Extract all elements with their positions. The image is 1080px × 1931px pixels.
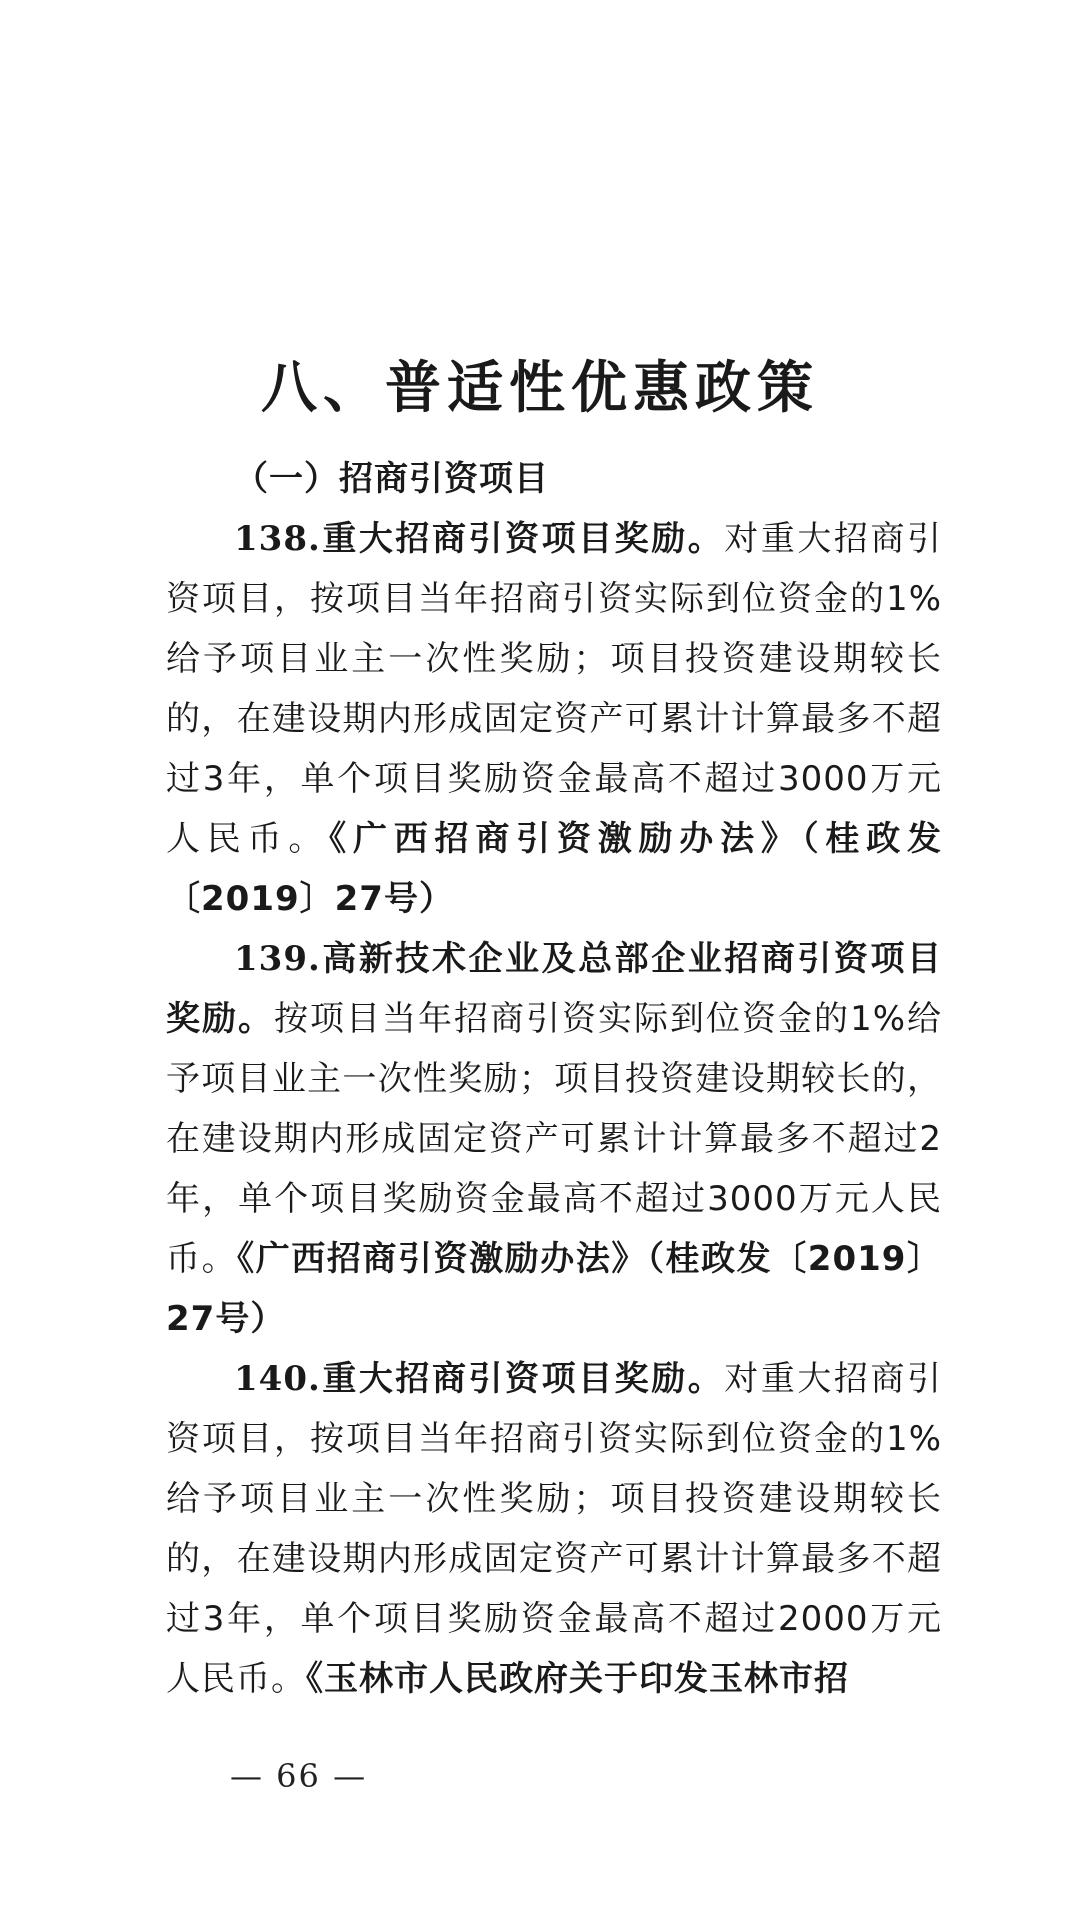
policy-item-title: 139.高新技术企业及总部企业招商引资项目奖励。 [166,939,942,1039]
policy-item-source: 《广西招商引资激励办法》（桂政发〔2019〕27号） [166,1239,942,1339]
policy-item-text: 对重大招商引资项目，按项目当年招商引资实际到位资金的1%给予项目业主一次性奖励；项目投资建设期较长的，在建设期内形成固定资产可累计计算最多不超过3年，单个项目奖励资金最高不超过2000万元人民币。 [166,1359,942,1699]
policy-item-138 [166,509,942,929]
policy-item-title: 138.重大招商引资项目奖励。 [234,519,725,559]
policy-item-source: 《玉林市人民政府关于印发玉林市招 [306,1659,849,1699]
body-text [166,449,942,1709]
section-heading: （一）招商引资项目 [234,459,549,499]
policy-item-title: 140.重大招商引资项目奖励。 [234,1359,725,1399]
page-number: — 66 — [230,1757,368,1795]
policy-item-source: 《广西招商引资激励办法》（桂政发〔2019〕27号） [166,819,943,919]
policy-item-140 [166,1349,942,1709]
chapter-title: 八、普适性优惠政策 [261,354,819,421]
policy-item-text: 对重大招商引资项目，按项目当年招商引资实际到位资金的1%给予项目业主一次性奖励；项目投资建设期较长的，在建设期内形成固定资产可累计计算最多不超过3年，单个项目奖励资金最高不超过3000万元人民币。 [166,519,942,859]
policy-item-139 [166,929,942,1349]
policy-item-text: 按项目当年招商引资实际到位资金的1%给予项目业主一次性奖励；项目投资建设期较长的，在建设期内形成固定资产可累计计算最多不超过2年，单个项目奖励资金最高不超过3000万元人民币。 [166,999,943,1279]
